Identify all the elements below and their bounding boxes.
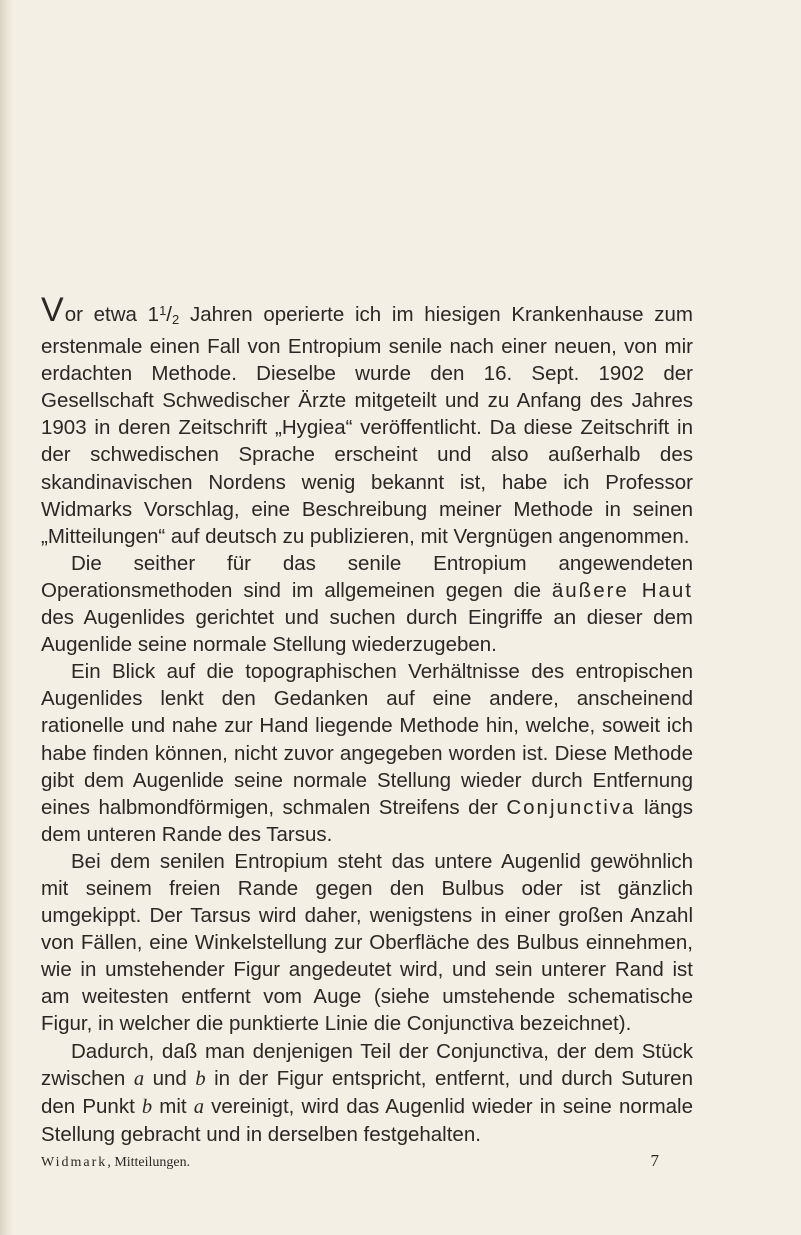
figure-variable: a — [193, 1095, 205, 1118]
paragraph-3-text-b: längs dem unteren Rande des Tarsus. — [41, 795, 693, 846]
figure-variable: b — [141, 1095, 153, 1118]
emphasis-spaced: äußere Haut — [551, 578, 694, 602]
paragraph-5 — [41, 1038, 693, 1148]
footer-author: Widmark — [41, 1155, 108, 1170]
page-footer — [41, 1151, 659, 1171]
figure-variable: a — [133, 1067, 145, 1090]
paragraph-5-text-d: mit — [152, 1094, 194, 1118]
paragraph-5-text-b: und — [144, 1066, 196, 1090]
paragraph-5-text-a: Dadurch, daß man denjenigen Teil der Conjunctiva, der dem Stück zwischen — [41, 1039, 693, 1090]
paragraph-5-text-e: vereinigt, wird das Augenlid wieder in seine normale Stellung gebracht und in derselben festgehalten. — [41, 1094, 694, 1146]
fraction-separator: / — [166, 303, 172, 326]
page-binding-shadow — [0, 0, 14, 1235]
paragraph-3-text-a: Ein Blick auf die topographischen Verhältnisse des entropischen Augenlides lenkt den Gedanken auf eine andere, anscheinend rationelle und nahe zur Hand liegende Methode hin, welche, soweit ich habe finden können, nicht zuvor angegeben worden ist. Diese Methode gibt dem Augenlide seine normale Stellung wieder durch Entfernung eines halbmondförmigen, schmalen Streifens der — [41, 660, 693, 819]
paragraph-4: Bei dem senilen Entropium steht das untere Augenlid gewöhnlich mit seinem freien Rande gegen den Bulbus oder ist gänzlich umgekippt. Der Tarsus wird daher, wenigstens in einer großen Anzahl von Fällen, eine Winkelstellung zur Oberfläche des Bulbus einnehmen, wie in umstehender Figur angedeutet wird, und sein unterer Rand ist am weitesten entfernt vom Auge (siehe umstehende schematische Figur, in welcher die punktierte Linie die Conjunctiva bezeichnet). — [41, 849, 693, 1036]
paragraph-1 — [41, 291, 693, 550]
paragraph-1-lead: or etwa 1 — [64, 303, 160, 326]
footer-publication: , Mitteilungen. — [107, 1155, 191, 1170]
paragraph-2 — [41, 550, 693, 658]
paragraph-5-text-c: in der Figur entspricht, entfernt, und durch Suturen den Punkt — [41, 1066, 693, 1118]
fraction-denominator: 2 — [172, 312, 180, 327]
body-text — [41, 291, 694, 1148]
paragraph-2-text-a: Die seither für das senile Entropium angewendeten Operationsmethoden sind im allgemeinen gegen die — [41, 551, 693, 602]
figure-variable: b — [195, 1067, 206, 1090]
paragraph-1-rest: Jahren operierte ich im hiesigen Krankenhause zum erstenmale einen Fall von Entropium senile nach einer neuen, von mir erdachten Methode. Dieselbe wurde den 16. Sept. 1902 der Gesellschaft Schwedischer Ärzte mitgeteilt und zu Anfang des Jahres 1903 in deren Zeitschrift „Hygiea“ veröffentlicht. Da diese Zeitschrift in der schwedischen Sprache erscheint und also außerhalb des skandinavischen Nordens wenig bekannt ist, habe ich Professor Widmarks Vorschlag, eine Beschreibung meiner Methode in seinen „Mitteilungen“ auf deutsch zu publizieren, mit Vergnügen angenommen. — [41, 303, 693, 548]
signature-mark: 7 — [650, 1151, 659, 1170]
drop-cap: V — [41, 291, 64, 329]
fraction-numerator: 1 — [159, 303, 167, 318]
footer-source — [41, 1155, 190, 1171]
paragraph-3 — [41, 658, 693, 848]
paragraph-2-text-b: des Augenlides gerichtet und suchen durch Eingriffe an dieser dem Augenlide seine normale Stellung wiederzugeben. — [41, 606, 693, 657]
emphasis-spaced: Conjunctiva — [506, 795, 636, 819]
